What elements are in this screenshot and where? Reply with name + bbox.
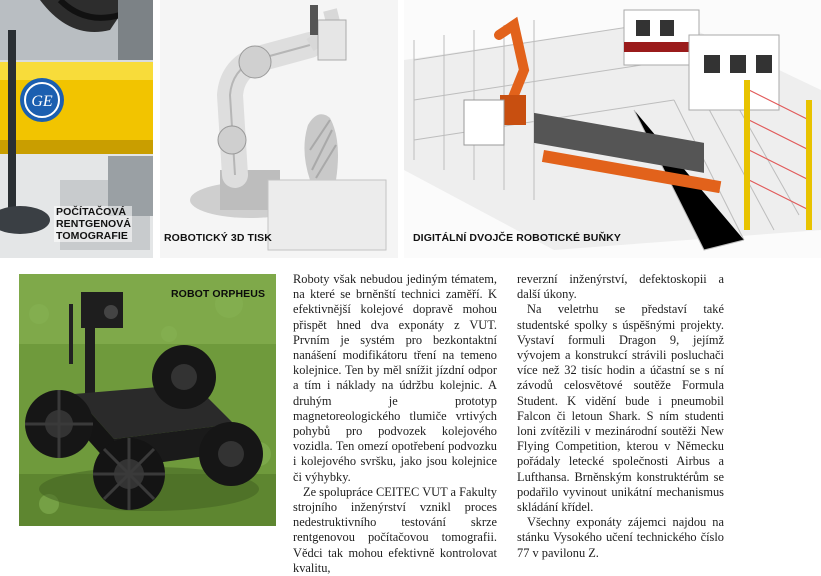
article-paragraph: Roboty však nebudou jediným tématem, na které se brněnští technici zaměří. K efektivnější kolejové dopravě mohou přispět hned dva exponáty z VUT. Prvním je systém pro bezkontaktní nanášení modifikátoru tření na temeno kolejnice. Ten by měl snížit jízdní odpor a tím i náklady na údržbu kolejnic. A druhým je prototyp magnetoreologického tlumiče vrtivých pohybů pro podvozek kolejového vozidla. Ten omezí opotřebení podvozku i kolejového svršku, jako jsou kolejnice či výhybky. (293, 272, 497, 484)
article-column-2 (517, 272, 724, 561)
article-paragraph: Na veletrhu se představí také studentské spolky s úspěšnými projekty. Vystaví formuli Dragon 9, jejímž vývojem a konstrukcí strávili posluchači více než 32 tisíc hodin a účastní se s ní závodů celosvětové soutěže Formula Student. K vidění bude i pneumobil Falcon či letoun Shark. S ním studenti loni zvítězili v mezinárodní soutěži New Flying Competition, kterou v Německu pořádaly letecké společnosti Airbus a Lufthansa. Brněnským konstruktérům se podařilo vyvinout unikátní mechanismus skládání křídel. (517, 302, 724, 515)
article-paragraph: Všechny exponáty zájemci najdou na stánku Vysokého učení technického číslo 77 v pavilonu Z. (517, 515, 724, 560)
tomography-photo (0, 0, 153, 258)
article-paragraph: Ze spolupráce CEITEC VUT a Fakulty strojního inženýrství vznikl proces nedestruktivního testování skrze rentgenovou počítačovou tomografii. Vědci tak mohou efektivně kontrolovat kvalitu, (293, 484, 497, 575)
digital-twin-photo (404, 0, 821, 258)
orpheus-robot-photo (19, 274, 276, 526)
article-column-1 (293, 272, 497, 576)
svg-text:GE: GE (31, 93, 53, 110)
tomography-caption: POČÍTAČOVÁ RENTGENOVÁ TOMOGRAFIE (56, 206, 132, 242)
digital-twin-caption: DIGITÁLNÍ DVOJČE ROBOTICKÉ BUŇKY (413, 232, 621, 244)
article-paragraph: reverzní inženýrství, defektoskopii a další úkony. (517, 272, 724, 302)
orpheus-caption: ROBOT ORPHEUS (171, 288, 266, 300)
robotic-3d-print-caption: ROBOTICKÝ 3D TISK (164, 232, 272, 244)
robotic-3d-print-photo (160, 0, 398, 258)
